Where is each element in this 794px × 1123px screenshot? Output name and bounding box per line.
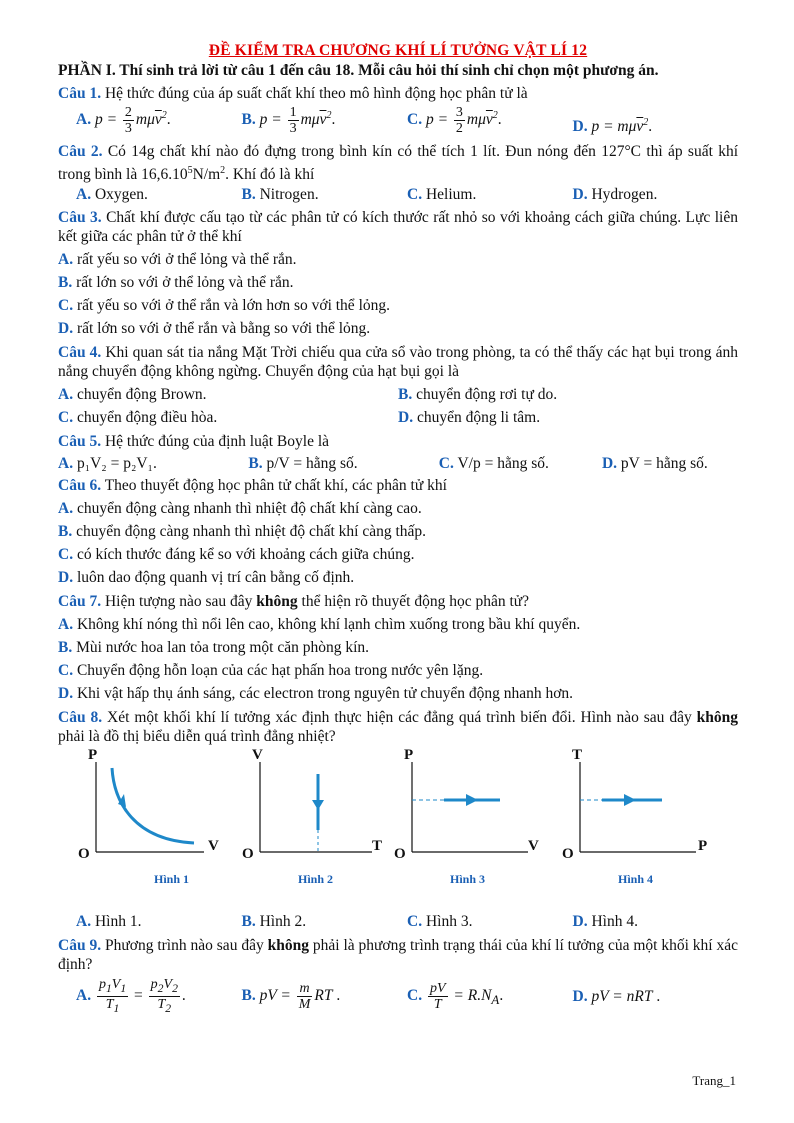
option-d[interactable]: D. Khi vật hấp thụ ánh sáng, các electron trong nguyên tử chuyển động nhanh hơn. — [58, 685, 574, 703]
figure-1 — [74, 747, 224, 902]
option-d[interactable]: D. Hydrogen. — [572, 186, 658, 204]
option-b[interactable]: B. Mùi nước hoa lan tỏa trong một căn phòng kín. — [58, 639, 370, 657]
option-b[interactable]: B. chuyển động rơi tự do. — [398, 386, 558, 404]
option-d[interactable]: D. Hình 4. — [572, 913, 638, 931]
figure-4 — [562, 747, 712, 902]
option-c[interactable]: C. Hình 3. — [407, 913, 473, 931]
figure-caption: Hình 4 — [618, 872, 654, 887]
y-axis-label: V — [252, 747, 263, 764]
question-6 — [58, 476, 738, 495]
exam-page — [58, 42, 738, 1016]
option-d[interactable]: D. luôn dao động quanh vị trí cân bằng cố định. — [58, 569, 355, 587]
question-3 — [58, 208, 738, 246]
question-8: Câu 8. Xét một khối khí lí tưởng xác định thực hiện các đẳng quá trình biến đổi. Hình nào sau đây không phải là đồ thị biểu diễn quá trình đẳng nhiệt? — [58, 709, 739, 746]
option-d[interactable]: D. pV = hằng số. — [601, 455, 708, 473]
question-number: Câu 4. — [58, 344, 102, 362]
figure-1-graph — [74, 752, 224, 882]
question-text: Hệ thức đúng của định luật Boyle là — [104, 433, 330, 451]
part-instructions: PHẦN I. Thí sinh trả lời từ câu 1 đến câu 18. Mỗi câu hỏi thí sinh chỉ chọn một phương án. — [58, 62, 659, 79]
figure-caption: Hình 1 — [154, 872, 190, 887]
option-b[interactable]: B. pV = $\frac{m}{M}$ RT . — [241, 981, 341, 1013]
origin-label: O — [242, 846, 254, 863]
option-d[interactable]: D. pV = nRT . — [572, 988, 661, 1006]
arrow-icon — [312, 800, 324, 810]
question-4-options-row1 — [58, 385, 738, 404]
y-axis-label: P — [88, 747, 98, 764]
origin-label: O — [394, 846, 406, 863]
question-number: Câu 6. — [58, 477, 102, 495]
question-4-options-row2 — [58, 408, 738, 427]
option-c[interactable]: C. rất yếu so với ở thể rắn và lớn hơn so với thể lỏng. — [58, 297, 390, 315]
figure-caption: Hình 2 — [298, 872, 334, 887]
option-b[interactable]: B. Nitrogen. — [241, 186, 319, 204]
question-number: Câu 8. — [58, 709, 103, 727]
question-text: Khi quan sát tia nắng Mặt Trời chiếu qua cửa sổ vào trong phòng, ta có thể thấy các hạt bụi trong ánh nắng chuyển động không ngừng. Chuyển động của hạt bụi gọi là — [58, 344, 738, 381]
question-number: Câu 5. — [58, 433, 102, 451]
question-2: Câu 2. Có 14g chất khí nào đó đựng trong bình kín có thể tích 1 lít. Đun nóng đến 127°C thì áp suất khí trong bình là $16,6.10^5N/m^2$. Khí đó là khí — [58, 143, 738, 184]
question-text: Hệ thức đúng của áp suất chất khí theo mô hình động học phân tử là — [104, 85, 528, 102]
question-text: Có 14g chất khí nào đó đựng trong bình kín có thể tích 1 lít. Đun nóng đến 127°C thì áp suất khí trong bình là 16,6.10 — [58, 143, 738, 184]
option-d[interactable]: D. chuyển động li tâm. — [398, 409, 541, 427]
question-8-options — [58, 912, 738, 931]
question-text: Phương trình nào sau đây — [104, 937, 264, 955]
question-7: Câu 7. Hiện tượng nào sau đây không thể hiện rõ thuyết động học phân tử? — [58, 593, 530, 611]
question-1 — [58, 84, 738, 103]
option-a[interactable]: A. chuyển động Brown. — [58, 386, 207, 404]
question-9: Câu 9. Phương trình nào sau đây không phải là phương trình trạng thái của khí lí tưởng của một khối khí xác định? — [58, 937, 738, 974]
option-b[interactable]: B. Hình 2. — [241, 913, 307, 931]
option-a[interactable]: A. p = $\frac{2}{3}$ $m\mu\overline{v}^2$. — [76, 105, 171, 136]
question-number: Câu 7. — [58, 593, 102, 611]
x-axis-label: V — [528, 838, 539, 855]
arrow-icon — [624, 794, 636, 806]
emphasis: không — [267, 937, 309, 955]
option-b[interactable]: B. p = $\frac{1}{3}$ $m\mu\overline{v}^2$. — [241, 105, 336, 136]
option-b[interactable]: B. chuyển động càng nhanh thì nhiệt độ chất khí càng thấp. — [58, 523, 427, 541]
option-c[interactable]: C. $\frac{pV}{T}$ = $R.N_A$. — [407, 981, 504, 1013]
option-c[interactable]: C. p = $\frac{3}{2}$ $m\mu\overline{v}^2$. — [407, 105, 502, 136]
origin-label: O — [78, 846, 90, 863]
option-c[interactable]: C. Chuyển động hỗn loạn của các hạt phấn hoa trong nước yên lặng. — [58, 662, 484, 680]
question-number: Câu 1. — [58, 85, 102, 102]
y-axis-label: P — [404, 747, 414, 764]
x-axis-label: P — [698, 838, 708, 855]
option-b[interactable]: B. rất lớn so với ở thể lỏng và thể rắn. — [58, 274, 294, 292]
x-axis-label: T — [372, 838, 383, 855]
x-axis-label: V — [208, 838, 219, 855]
option-a[interactable]: A. Không khí nóng thì nổi lên cao, không khí lạnh chìm xuống trong bầu khí quyển. — [58, 616, 581, 634]
option-a[interactable]: A. Hình 1. — [76, 913, 142, 931]
option-c[interactable]: C. Helium. — [407, 186, 477, 204]
figure-3-graph — [394, 752, 544, 882]
option-d[interactable]: D. rất lớn so với ở thể rắn và bằng so với thể lỏng. — [58, 320, 371, 338]
option-c[interactable]: C. V/p = hằng số. — [438, 455, 549, 473]
option-a[interactable]: A. p₁V₂ = p₂V₁. — [58, 455, 157, 473]
figure-2-graph — [242, 752, 392, 882]
question-text: Xét một khối khí lí tưởng xác định thực hiện các đẳng quá trình biến đổi. Hình nào sau đây — [107, 709, 692, 727]
question-1-options — [58, 105, 738, 136]
question-text: Chất khí được cấu tạo từ các phân tử có kích thước rất nhỏ so với khoảng cách giữa chúng. Lực liên kết giữa các phân tử ở thể khí — [58, 209, 738, 246]
option-a[interactable]: A. $\frac{p_1V_1}{T_1}$ = $\frac{p_2V_2}{T_2}$ . — [76, 977, 186, 1015]
question-4 — [58, 343, 738, 381]
question-number: Câu 3. — [58, 209, 102, 227]
question-number: Câu 2. — [58, 143, 103, 161]
origin-label: O — [562, 846, 574, 863]
figure-4-graph — [562, 752, 722, 882]
option-a[interactable]: A. rất yếu so với ở thể lỏng và thể rắn. — [58, 251, 297, 269]
question-2-options — [58, 185, 738, 204]
exam-title: ĐỀ KIỂM TRA CHƯƠNG KHÍ LÍ TƯỞNG VẬT LÍ 12 — [208, 42, 588, 59]
arrow-icon — [466, 794, 478, 806]
emphasis: không — [696, 709, 739, 727]
figure-caption: Hình 3 — [450, 872, 486, 887]
question-text: Theo thuyết động học phân tử chất khí, các phân tử khí — [104, 477, 447, 495]
question-number: Câu 9. — [58, 937, 102, 955]
question-5 — [58, 432, 738, 451]
page-footer: Trang_1 — [692, 1073, 736, 1088]
question-text: Hiện tượng nào sau đây — [104, 593, 253, 611]
option-a[interactable]: A. Oxygen. — [76, 186, 148, 204]
y-axis-label: T — [572, 747, 583, 764]
option-c[interactable]: C. chuyển động điều hòa. — [58, 409, 218, 427]
question-9-options — [58, 977, 738, 1016]
option-c[interactable]: C. có kích thước đáng kể so với khoảng cách giữa chúng. — [58, 546, 415, 564]
figure-2 — [242, 747, 392, 902]
option-b[interactable]: B. p/V = hằng số. — [248, 455, 358, 473]
figure-3 — [394, 747, 544, 902]
option-a[interactable]: A. chuyển động càng nhanh thì nhiệt độ chất khí càng cao. — [58, 500, 422, 518]
figures-row — [58, 747, 738, 902]
emphasis: không — [256, 593, 298, 611]
question-5-options — [58, 454, 738, 473]
option-d[interactable]: D. $p = m\mu\overline{v}^2$. — [572, 117, 653, 136]
